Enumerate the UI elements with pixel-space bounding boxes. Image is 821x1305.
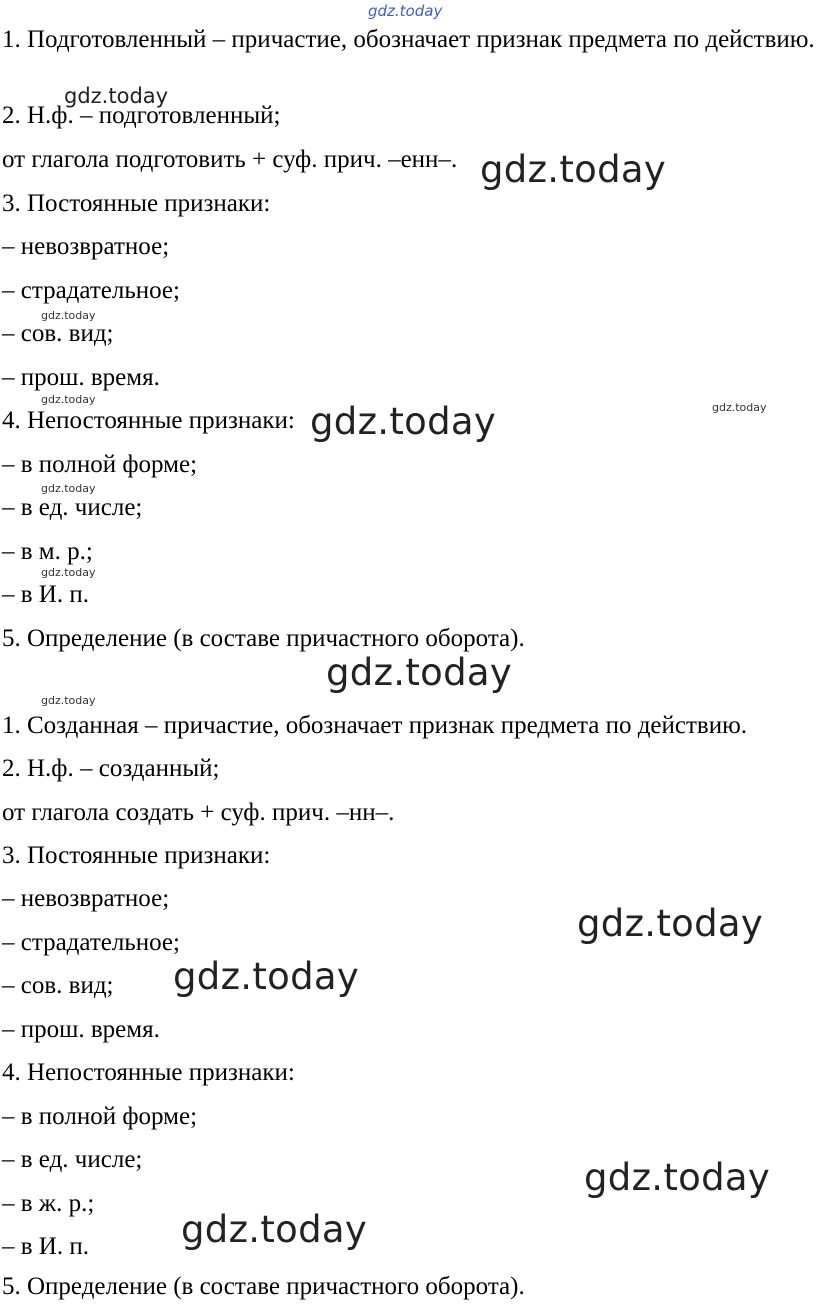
- watermark: gdz.today: [577, 902, 764, 945]
- section1-line-10: – в полной форме;: [2, 451, 198, 478]
- section2-line-5: – невозвратное;: [2, 885, 170, 912]
- section1-line-2: 2. Н.ф. – подготовленный;: [2, 102, 281, 129]
- watermark: gdz.today: [584, 1156, 771, 1199]
- watermark: gdz.today: [310, 400, 497, 443]
- watermark-top: gdz.today: [368, 2, 443, 20]
- section2-line-3: от глагола создать + суф. прич. –нн–.: [2, 799, 395, 826]
- section1-line-5: – невозвратное;: [2, 233, 170, 260]
- section2-line-9: 4. Непостоянные признаки:: [2, 1059, 295, 1086]
- section1-line-3: от глагола подготовить + суф. прич. –енн–.: [2, 146, 458, 173]
- section2-line-2: 2. Н.ф. – созданный;: [2, 755, 220, 782]
- section2-line-13: – в И. п.: [2, 1233, 89, 1260]
- section2-line-12: – в ж. р.;: [2, 1190, 95, 1217]
- watermark: gdz.today: [41, 566, 96, 579]
- section1-line-13: – в И. п.: [2, 581, 89, 608]
- section1-line-6: – страдательное;: [2, 277, 180, 304]
- watermark: gdz.today: [41, 694, 96, 707]
- section1-line-1: 1. Подготовленный – причастие, обозначает признак предмета по действию.: [2, 26, 815, 53]
- watermark: gdz.today: [173, 955, 360, 998]
- section1-line-12: – в м. р.;: [2, 538, 93, 565]
- section2-line-7: – сов. вид;: [2, 972, 114, 999]
- watermark: gdz.today: [712, 401, 767, 414]
- section1-line-14: 5. Определение (в составе причастного оборота).: [2, 625, 525, 652]
- section1-line-7: – сов. вид;: [2, 320, 114, 347]
- section1-line-11: – в ед. числе;: [2, 494, 143, 521]
- section1-line-8: – прош. время.: [2, 364, 160, 391]
- watermark: gdz.today: [64, 84, 169, 108]
- watermark: gdz.today: [326, 651, 513, 694]
- section2-line-11: – в ед. числе;: [2, 1146, 143, 1173]
- section2-line-1: 1. Созданная – причастие, обозначает признак предмета по действию.: [2, 712, 748, 739]
- watermark: gdz.today: [480, 148, 667, 191]
- watermark: gdz.today: [41, 309, 96, 322]
- watermark: gdz.today: [41, 393, 96, 406]
- section2-line-10: – в полной форме;: [2, 1103, 198, 1130]
- section2-line-8: – прош. время.: [2, 1016, 160, 1043]
- section2-line-4: 3. Постоянные признаки:: [2, 842, 271, 869]
- watermark: gdz.today: [41, 482, 96, 495]
- watermark: gdz.today: [181, 1208, 368, 1251]
- section2-line-6: – страдательное;: [2, 929, 180, 956]
- section1-line-4: 3. Постоянные признаки:: [2, 190, 271, 217]
- section2-line-14: 5. Определение (в составе причастного оборота).: [2, 1273, 525, 1300]
- section1-line-9: 4. Непостоянные признаки:: [2, 407, 295, 434]
